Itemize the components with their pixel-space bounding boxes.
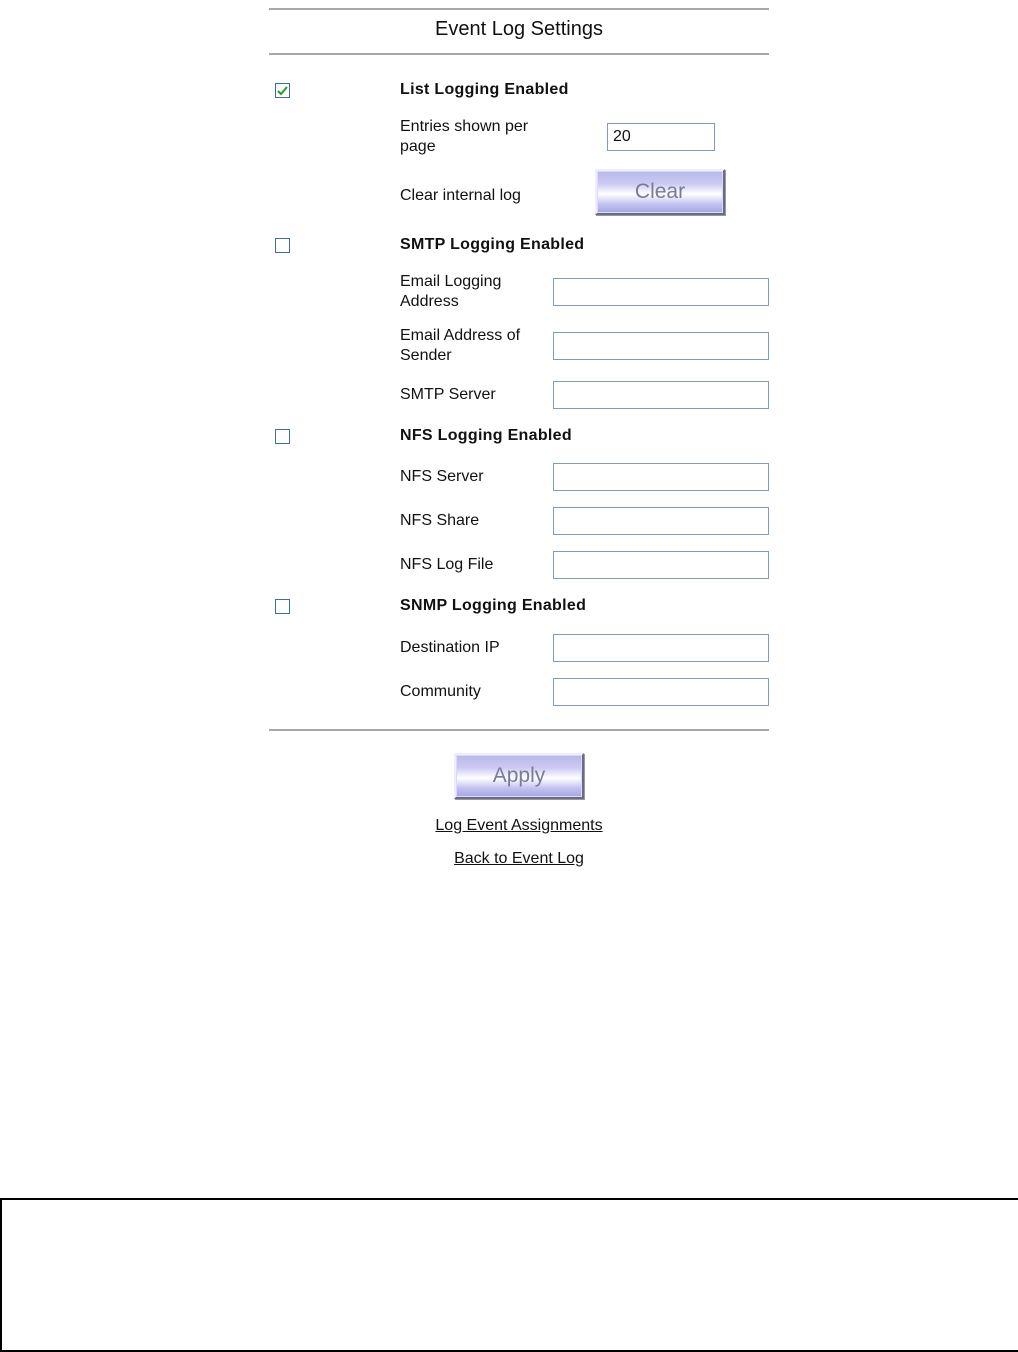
top-divider <box>269 8 769 10</box>
destination-ip-label: Destination IP <box>400 639 500 656</box>
apply-button[interactable]: Apply <box>454 753 584 799</box>
nfs-logging-checkbox[interactable] <box>275 429 290 444</box>
nfs-log-file-input[interactable] <box>553 551 769 579</box>
nfs-server-label: NFS Server <box>400 468 484 485</box>
smtp-logging-checkbox[interactable] <box>275 238 290 253</box>
snmp-logging-checkbox[interactable] <box>275 599 290 614</box>
sender-address-label: Email Address of Sender <box>400 327 521 364</box>
entries-per-page-input[interactable] <box>607 123 715 151</box>
nfs-logging-label: NFS Logging Enabled <box>400 427 572 444</box>
community-input[interactable] <box>553 678 769 706</box>
smtp-server-label: SMTP Server <box>400 386 496 403</box>
back-to-event-log-link[interactable]: Back to Event Log <box>454 850 584 867</box>
email-logging-address-label: Email Logging Address <box>400 273 502 310</box>
smtp-logging-label: SMTP Logging Enabled <box>400 236 585 253</box>
list-logging-checkbox[interactable] <box>275 83 290 98</box>
smtp-server-input[interactable] <box>553 381 769 409</box>
list-logging-label: List Logging Enabled <box>400 81 569 98</box>
sender-address-input[interactable] <box>553 332 769 360</box>
email-logging-address-input[interactable] <box>553 278 769 306</box>
page-title: Event Log Settings <box>435 18 603 40</box>
checkmark-icon <box>277 86 288 96</box>
bottom-divider <box>269 729 769 731</box>
nfs-log-file-label: NFS Log File <box>400 556 494 573</box>
title-divider <box>269 53 769 55</box>
nfs-share-input[interactable] <box>553 507 769 535</box>
event-log-settings-panel <box>269 0 769 900</box>
community-label: Community <box>400 683 481 700</box>
snmp-logging-label: SNMP Logging Enabled <box>400 597 587 614</box>
nfs-server-input[interactable] <box>553 463 769 491</box>
log-event-assignments-link[interactable]: Log Event Assignments <box>435 817 603 834</box>
nfs-share-label: NFS Share <box>400 512 480 529</box>
clear-log-label: Clear internal log <box>400 187 521 204</box>
clear-button[interactable]: Clear <box>595 169 725 215</box>
destination-ip-input[interactable] <box>553 634 769 662</box>
entries-per-page-label: Entries shown per page <box>400 118 529 155</box>
empty-caption-box <box>0 1198 1018 1352</box>
